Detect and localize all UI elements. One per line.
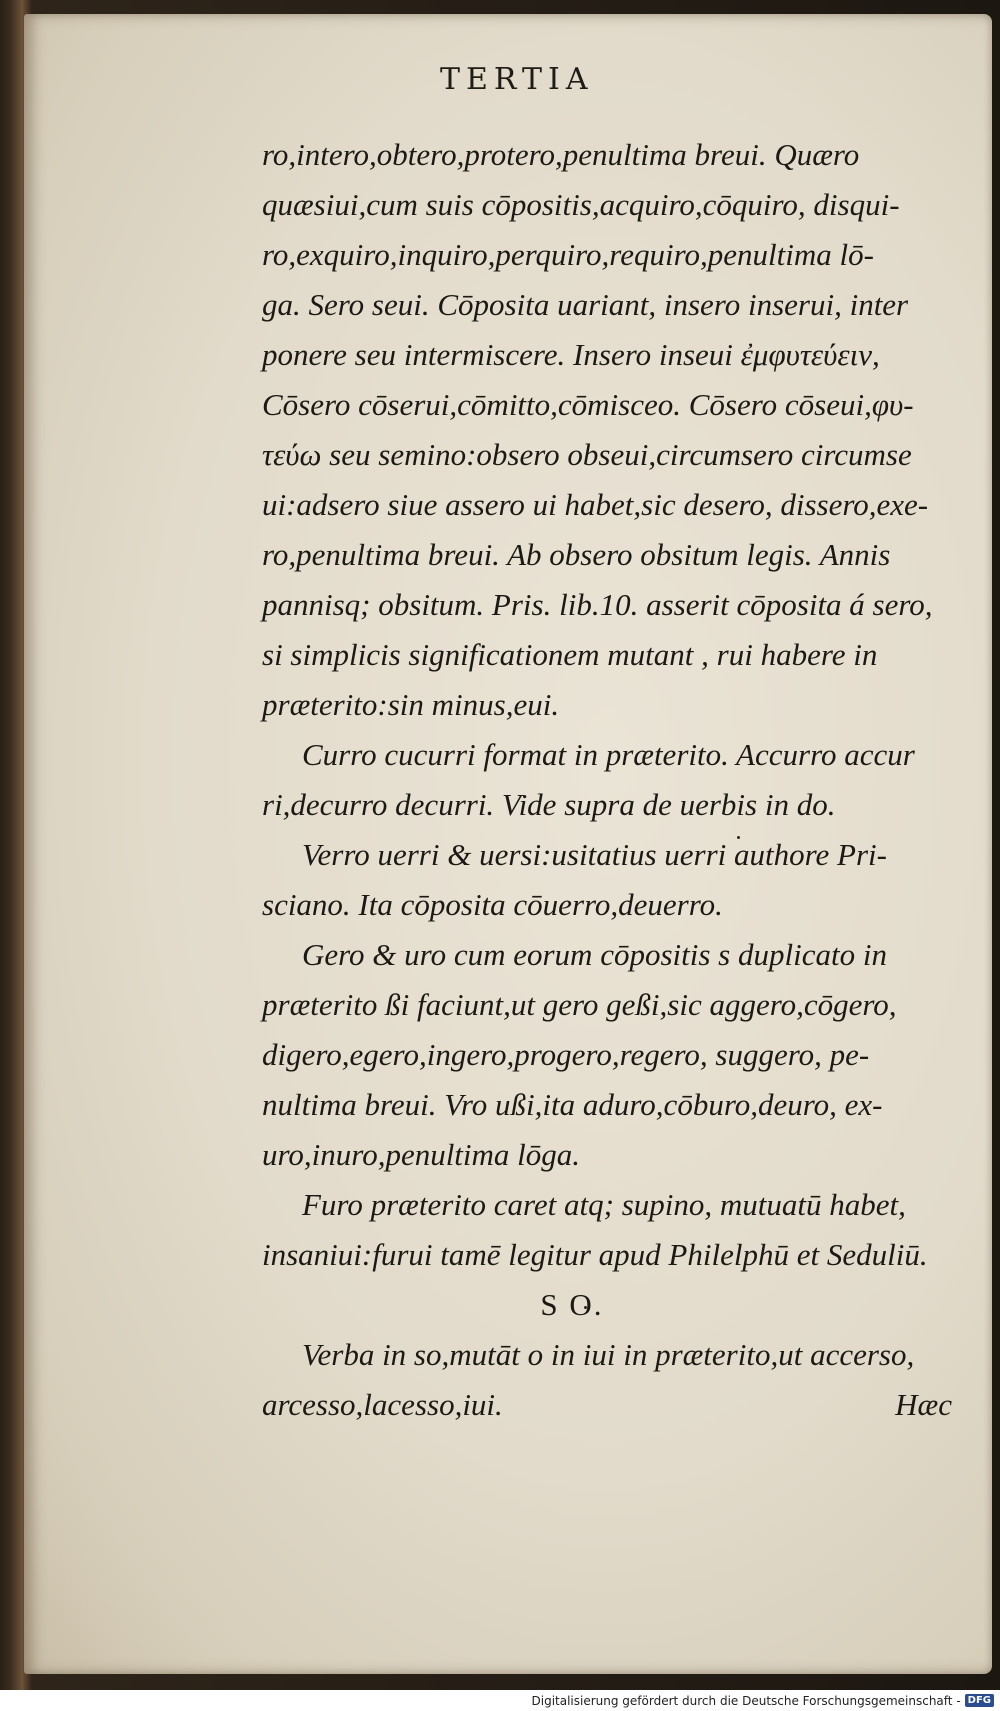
digitization-credit-bar — [0, 1690, 1000, 1711]
paragraph-4 — [262, 930, 962, 1180]
text-line: præterito ßi faciunt,ut gero geßi,sic aggero,cōgero, — [262, 987, 897, 1022]
text-line: Furo præterito caret atq; supino, mutuatū habet, — [302, 1187, 906, 1222]
paragraph-3 — [262, 830, 962, 930]
text-line: ro,penultima breui. Ab obsero obsitum legis. Annis — [262, 537, 891, 572]
text-line: quæsiui,cum suis cōpositis,acquiro,cōquiro, disqui- — [262, 187, 900, 222]
text-line: Verba in so,mutāt o in iui in præterito,ut accerso, — [302, 1337, 915, 1372]
text-line: sciano. Ita cōposita cōuerro,deuerro. — [262, 887, 723, 922]
final-line — [262, 1380, 952, 1430]
text-line: ri,decurro decurri. Vide supra de uerbis in do. — [262, 787, 836, 822]
dfg-logo: DFG — [965, 1694, 994, 1707]
page-text — [262, 130, 962, 1430]
text-line: Verro uerri & uersi:usitatius uerri authore Pri- — [302, 837, 887, 872]
text-line: uro,inuro,penultima lōga. — [262, 1137, 581, 1172]
paragraph-1 — [262, 130, 962, 730]
text-line: ponere seu intermiscere. Insero inseui ἐμφυτεύειν, — [262, 337, 880, 372]
paragraph-5 — [262, 1180, 962, 1280]
text-line: ro,exquiro,inquiro,perquiro,requiro,penultima lō- — [262, 237, 874, 272]
text-line: insaniui:furui tamē legitur apud Philelphū et Seduliū. — [262, 1237, 928, 1272]
paragraph-2 — [262, 730, 962, 830]
text-line: digero,egero,ingero,progero,regero, suggero, pe- — [262, 1037, 870, 1072]
text-line: ui:adsero siue assero ui habet,sic desero, dissero,exe- — [262, 487, 929, 522]
running-head: TERTIA — [440, 62, 594, 97]
text-line: Curro cucurri format in præterito. Accurro accur — [302, 737, 915, 772]
text-line: ga. Sero seui. Cōposita uariant, insero inserui, inter — [262, 287, 909, 322]
text-line: τεύω seu semino:obsero obseui,circumsero circumse — [262, 437, 912, 472]
text-line: pannisq; obsitum. Pris. lib.10. asserit cōposita á sero, — [262, 587, 933, 622]
text-line: nultima breui. Vro ußi,ita aduro,cōburo,deuro, ex- — [262, 1087, 883, 1122]
text-line: Gero & uro cum eorum cōpositis s duplicato in — [302, 937, 887, 972]
text-line: ro,intero,obtero,protero,penultima breui. Quæro — [262, 137, 860, 172]
section-heading: S O. — [540, 1287, 604, 1322]
text-line: si simplicis significationem mutant , rui habere in — [262, 637, 878, 672]
paragraph-6 — [262, 1330, 962, 1430]
credit-text: Digitalisierung gefördert durch die Deutsche Forschungsgemeinschaft - — [531, 1693, 961, 1708]
text-line: Cōsero cōserui,cōmitto,cōmisceo. Cōsero cōseui,φυ- — [262, 387, 914, 422]
catchword: Hæc — [895, 1387, 952, 1422]
text-line: arcesso,lacesso,iui. — [262, 1387, 503, 1422]
text-line: præterito:sin minus,eui. — [262, 687, 560, 722]
